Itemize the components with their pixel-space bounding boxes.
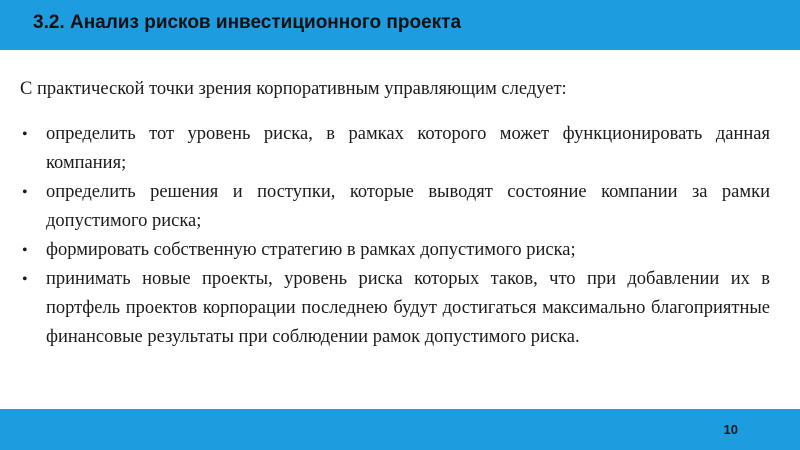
list-item-text: формировать собственную стратегию в рамках допустимого риска; bbox=[46, 240, 576, 260]
list-item bbox=[20, 236, 770, 265]
list-item bbox=[20, 178, 770, 236]
page-number: 10 bbox=[723, 422, 738, 437]
footer-bar bbox=[0, 409, 800, 450]
bullet-icon: • bbox=[22, 242, 28, 259]
slide-content bbox=[20, 75, 770, 352]
list-item bbox=[20, 120, 770, 178]
bullet-icon: • bbox=[22, 271, 28, 288]
slide-title: 3.2. Анализ рисков инвестиционного проекта bbox=[33, 12, 462, 33]
bullet-icon: • bbox=[22, 184, 28, 201]
list-item-text: принимать новые проекты, уровень риска которых таков, что при добавлении их в портфель проектов корпорации последнею будут достигаться максимально благоприятные финансовые результаты при соблюдении рамок допустимого риска. bbox=[46, 269, 770, 347]
header-bar bbox=[0, 0, 800, 50]
intro-text: С практической точки зрения корпоративным управляющим следует: bbox=[20, 79, 567, 99]
list-item-text: определить решения и поступки, которые выводят состояние компании за рамки допустимого риска; bbox=[46, 182, 770, 231]
list-item bbox=[20, 265, 770, 352]
bullet-icon: • bbox=[22, 126, 28, 143]
bullet-list bbox=[20, 120, 770, 352]
list-item-text: определить тот уровень риска, в рамках которого может функционировать данная компания; bbox=[46, 124, 770, 173]
